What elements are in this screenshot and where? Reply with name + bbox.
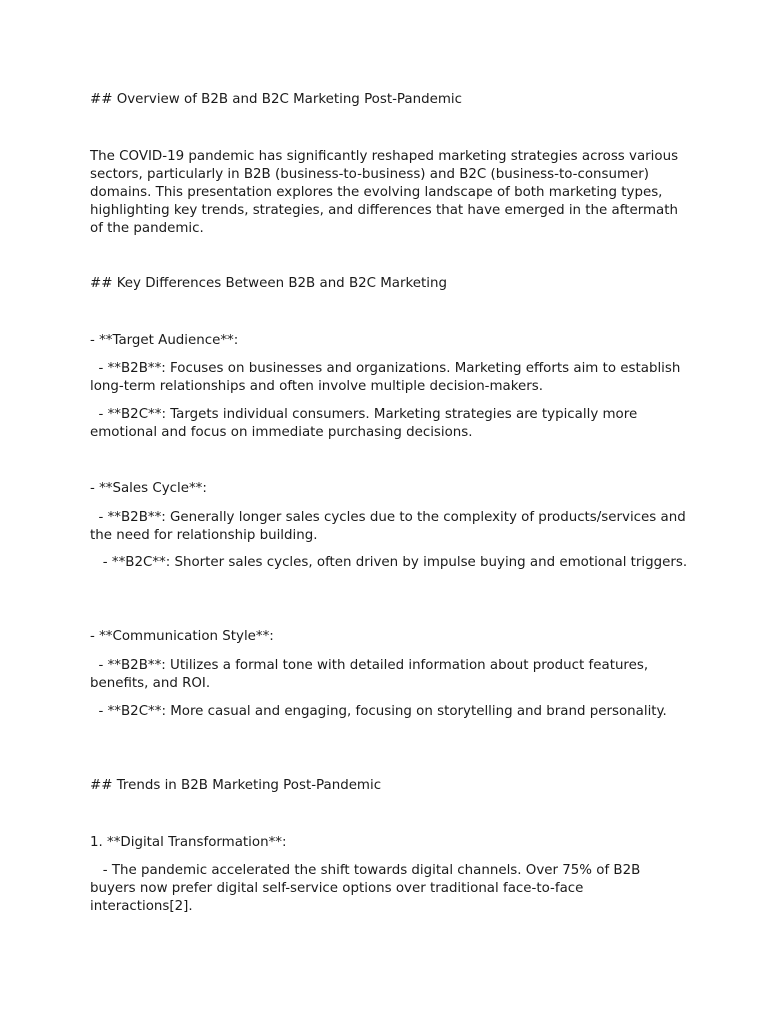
communication-style-label: - **Communication Style**:: [90, 629, 274, 644]
sales-cycle-label: - **Sales Cycle**:: [90, 481, 207, 496]
intro-paragraph: The COVID-19 pandemic has significantly reshaped marketing strategies across various sectors, particularly in B2B (business-to-business) and B2C (business-to-consumer) domains. This presentation explores the evolving landscape of both marketing types, highlighting key trends, strategies, and differences that have emerged in the aftermath of the pandemic.: [90, 149, 683, 236]
sales-cycle-b2b: - **B2B**: Generally longer sales cycles due to the complexity of products/services and the need for relationship building.: [90, 510, 690, 543]
target-audience-b2c: - **B2C**: Targets individual consumers. Marketing strategies are typically more emotional and focus on immediate purchasing decisions.: [90, 407, 642, 440]
digital-transformation-text: - The pandemic accelerated the shift towards digital channels. Over 75% of B2B buyers now prefer digital self-service options over traditional face-to-face interactions[2].: [90, 863, 645, 914]
digital-transformation-label: 1. **Digital Transformation**:: [90, 835, 287, 850]
heading-trends-b2b: ## Trends in B2B Marketing Post-Pandemic: [90, 778, 382, 793]
sales-cycle-b2c: - **B2C**: Shorter sales cycles, often driven by impulse buying and emotional triggers.: [90, 555, 688, 570]
communication-style-b2b: - **B2B**: Utilizes a formal tone with detailed information about product features, benefits, and ROI.: [90, 658, 653, 691]
heading-overview: ## Overview of B2B and B2C Marketing Post-Pandemic: [90, 92, 462, 107]
heading-key-differences: ## Key Differences Between B2B and B2C Marketing: [90, 276, 447, 291]
target-audience-label: - **Target Audience**:: [90, 333, 239, 348]
target-audience-b2b: - **B2B**: Focuses on businesses and organizations. Marketing efforts aim to establish long-term relationships and often involve multiple decision-makers.: [90, 361, 685, 394]
communication-style-b2c: - **B2C**: More casual and engaging, focusing on storytelling and brand personality.: [90, 704, 667, 719]
